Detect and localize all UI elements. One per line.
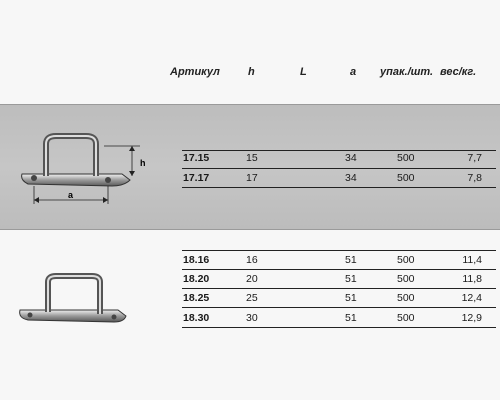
dim-a-label: a <box>68 190 74 200</box>
row-divider <box>182 269 496 270</box>
dim-h-label: h <box>140 158 146 168</box>
row-divider <box>182 168 496 169</box>
header-weight: вес/кг. <box>440 66 477 78</box>
row-divider <box>182 327 496 328</box>
row-divider <box>182 250 496 251</box>
header-pack: упак./шт. <box>380 66 434 78</box>
header-article: Артикул <box>170 66 220 78</box>
row-divider <box>182 187 496 188</box>
loop-bracket-diagram-2 <box>14 272 134 332</box>
loop-bracket-diagram-1 <box>12 128 172 213</box>
row-divider <box>182 307 496 308</box>
row-divider <box>182 150 496 151</box>
header-h: h <box>248 66 255 78</box>
row-divider <box>182 288 496 289</box>
header-a: a <box>350 66 357 78</box>
header-l: L <box>300 66 307 78</box>
